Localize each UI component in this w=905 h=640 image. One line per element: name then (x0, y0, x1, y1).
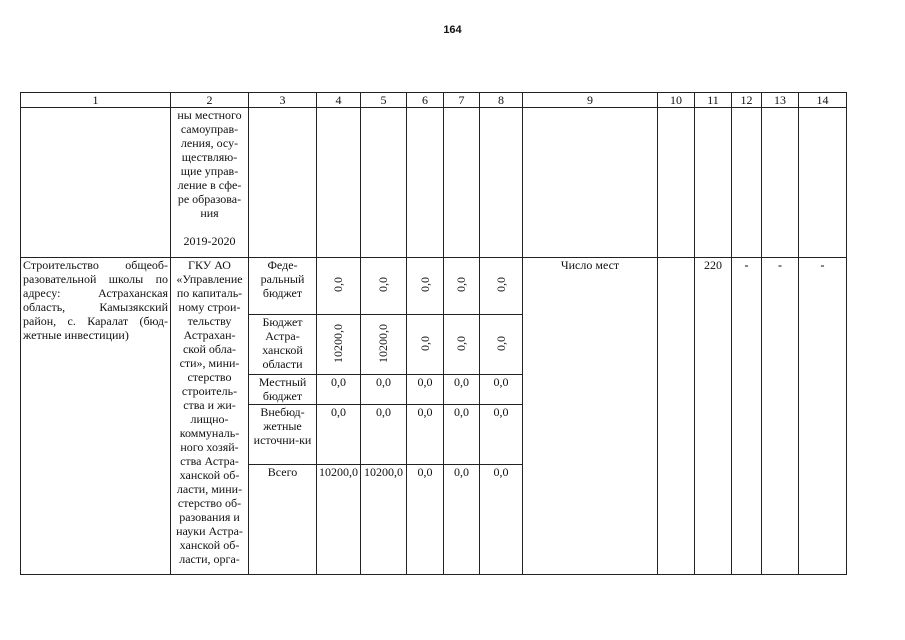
continuation-col2 (171, 108, 249, 258)
federal-col8: 0,0 (480, 258, 523, 315)
federal-col5: 0,0 (361, 258, 407, 315)
local-col7: 0,0 (444, 375, 480, 405)
col-header-13: 13 (762, 93, 799, 108)
funding-source-total: Всего (249, 465, 317, 575)
col-header-6: 6 (407, 93, 444, 108)
project-col14: - (799, 258, 847, 575)
continuation-col7 (444, 108, 480, 258)
funding-source-federal: Феде-ральный бюджет (249, 258, 317, 315)
continuation-col5 (361, 108, 407, 258)
continuation-col6 (407, 108, 444, 258)
project-col10 (658, 258, 695, 575)
project-col13: - (762, 258, 799, 575)
project-col11: 220 (695, 258, 732, 575)
project-col12: - (732, 258, 762, 575)
continuation-period: 2019-2020 (183, 234, 236, 248)
continuation-col12 (732, 108, 762, 258)
offbudget-col4: 0,0 (317, 405, 361, 465)
col-header-7: 7 (444, 93, 480, 108)
local-col6: 0,0 (407, 375, 444, 405)
col-header-1: 1 (21, 93, 171, 108)
continuation-col14 (799, 108, 847, 258)
federal-col6: 0,0 (407, 258, 444, 315)
col-header-9: 9 (523, 93, 658, 108)
funding-row-federal (21, 258, 847, 315)
col-header-5: 5 (361, 93, 407, 108)
funding-source-offbudget: Внебюд-жетные источни-ки (249, 405, 317, 465)
project-executor: ГКУ АО «Управление по капиталь-ному строи-тельству Астрахан-ской обла-сти», мини-стерство строитель-ства и жи-лищно-коммуналь-ного хозяй-ства Астра-ханской об-ласти, мини-стерство об-разования и науки Астра-ханской об-ласти, орга- (171, 258, 249, 575)
federal-col4: 0,0 (317, 258, 361, 315)
continuation-col8 (480, 108, 523, 258)
continuation-col11 (695, 108, 732, 258)
column-numbers-row (21, 93, 847, 108)
program-table (20, 92, 847, 575)
continuation-col10 (658, 108, 695, 258)
offbudget-col8: 0,0 (480, 405, 523, 465)
continuation-executor-text: ны местного самоуправ-ления, осу-ществляю-щие управ-ление в сфе-ре образова-ния (177, 108, 242, 220)
col-header-14: 14 (799, 93, 847, 108)
continuation-col9 (523, 108, 658, 258)
funding-source-local: Местный бюджет (249, 375, 317, 405)
continuation-col13 (762, 108, 799, 258)
regional-col8: 0,0 (480, 315, 523, 375)
project-name: Строительство общеоб-разовательной школы по адресу: Астраханская область, Камызякский район, с. Каралат (бюд-жетные инвестиции) (21, 258, 171, 575)
federal-col7: 0,0 (444, 258, 480, 315)
col-header-10: 10 (658, 93, 695, 108)
offbudget-col7: 0,0 (444, 405, 480, 465)
total-col6: 0,0 (407, 465, 444, 575)
funding-source-regional: Бюджет Астра-ханской области (249, 315, 317, 375)
page-number: 164 (443, 24, 462, 36)
offbudget-col6: 0,0 (407, 405, 444, 465)
offbudget-col5: 0,0 (361, 405, 407, 465)
regional-col4: 10200,0 (317, 315, 361, 375)
col-header-3: 3 (249, 93, 317, 108)
continuation-row (21, 108, 847, 258)
col-header-11: 11 (695, 93, 732, 108)
col-header-12: 12 (732, 93, 762, 108)
regional-col7: 0,0 (444, 315, 480, 375)
col-header-4: 4 (317, 93, 361, 108)
local-col5: 0,0 (361, 375, 407, 405)
regional-col5: 10200,0 (361, 315, 407, 375)
continuation-col1 (21, 108, 171, 258)
col-header-2: 2 (171, 93, 249, 108)
regional-col6: 0,0 (407, 315, 444, 375)
local-col8: 0,0 (480, 375, 523, 405)
local-col4: 0,0 (317, 375, 361, 405)
total-col8: 0,0 (480, 465, 523, 575)
total-col5: 10200,0 (361, 465, 407, 575)
col-header-8: 8 (480, 93, 523, 108)
continuation-col4 (317, 108, 361, 258)
total-col4: 10200,0 (317, 465, 361, 575)
continuation-col3 (249, 108, 317, 258)
total-col7: 0,0 (444, 465, 480, 575)
project-indicator: Число мест (523, 258, 658, 575)
